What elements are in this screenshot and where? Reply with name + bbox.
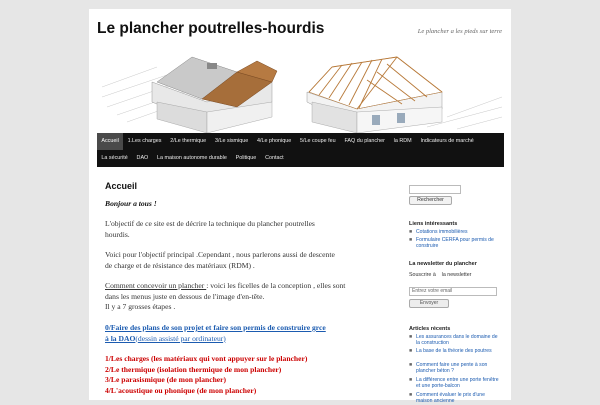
concevoir-line-1 (105, 281, 345, 292)
concevoir-line-3: Il y a 7 grosses étapes . (105, 302, 176, 311)
page-container (89, 9, 511, 405)
send-button[interactable]: Envoyer (409, 299, 449, 308)
list-item[interactable]: ■ Comment faire une pente à son plancher béton ? (409, 362, 488, 375)
nav-item-phonique[interactable]: 4/Le phonique (257, 138, 292, 144)
nav-item-faq[interactable]: FAQ du plancher (344, 138, 385, 144)
intro-line-1: L'objectif de ce site est de décrire la technique du plancher poutrelles (105, 219, 315, 228)
list-item[interactable]: ■ La différence entre une porte fenêtre et une porte-balcon (409, 377, 499, 390)
bullet-icon: ■ (409, 377, 413, 383)
articles-widget-title: Articles récents (409, 326, 451, 332)
nav-row-1 (97, 133, 478, 150)
email-field[interactable]: Entrez votre email (409, 287, 497, 296)
newsletter-text: Souscrire à la newsletter (409, 272, 472, 278)
nav-item-indicateurs[interactable]: Indicateurs de marché (420, 138, 474, 144)
step-3: 3/Le parasismique (de mon plancher) (105, 375, 227, 384)
search-input[interactable] (409, 185, 461, 194)
search-button[interactable]: Rechercher (409, 196, 452, 205)
house-construction-image (97, 47, 504, 133)
nav-item-charges[interactable]: 1.Les charges (127, 138, 162, 144)
dao-link[interactable]: à la DAO (105, 333, 136, 343)
step-0-line-2 (105, 334, 226, 345)
objective-line-1: Voici pour l'objectif principal .Cependant , nous parlerons aussi de descente (105, 250, 335, 259)
bullet-icon: ■ (409, 334, 413, 340)
concevoir-link[interactable]: Comment concevoir un plancher (105, 281, 207, 290)
step-1: 1/Les charges (les matériaux qui vont appuyer sur le plancher) (105, 354, 308, 363)
nav-item-accueil[interactable]: Accueil (97, 133, 123, 150)
concevoir-line-2: dans les menus juste en dessous de l'image d'en-tête. (105, 291, 265, 301)
dao-subtitle-link[interactable]: (dessin assisté par ordinateur) (135, 333, 226, 343)
step-0-link[interactable]: 0/Faire des plans de son projet et faire son permis de construire grce (105, 323, 326, 332)
concevoir-rest: : voici les ficelles de la conception , elles sont (206, 281, 346, 290)
list-item[interactable]: ■ La base de la théorie des poutres (409, 348, 492, 354)
page-title: Accueil (105, 181, 138, 191)
list-item[interactable]: ■ Cotations immobilières (409, 229, 468, 235)
step-2: 2/Le thermique (isolation thermique de mon plancher) (105, 364, 282, 374)
step-4: 4/L'acoustique ou phonique (de mon plancher) (105, 385, 257, 395)
bullet-icon: ■ (409, 348, 413, 354)
nav-item-thermique[interactable]: 2/Le thermique (170, 138, 207, 144)
newsletter-widget-title: La newsletter du plancher (409, 261, 477, 267)
list-item[interactable]: ■ Les assurances dans le domaine de la construction (409, 334, 498, 347)
intro-line-2: hourdis. (105, 229, 130, 239)
main-navigation (97, 133, 504, 167)
objective-line-2: de charge et de résistance des matériaux (RDM) . (105, 260, 255, 270)
nav-item-sismique[interactable]: 3/Le sismique (214, 138, 249, 144)
bullet-icon: ■ (409, 236, 413, 243)
nav-item-securite[interactable]: La sécurité (101, 155, 128, 161)
nav-item-coupe-feu[interactable]: 5/Le coupe feu (299, 138, 336, 144)
header-image (97, 47, 504, 133)
site-description: Le plancher a les pieds sur terre (417, 28, 502, 35)
nav-item-dao[interactable]: DAO (136, 155, 149, 161)
list-item[interactable]: ■ Comment évaluer le prix d'une maison ancienne (409, 392, 485, 405)
nav-item-politique[interactable]: Politique (235, 155, 257, 161)
bullet-icon: ■ (409, 229, 413, 235)
nav-item-contact[interactable]: Contact (265, 155, 284, 161)
links-widget-title: Liens intéressants (409, 221, 458, 227)
list-item[interactable]: ■ Formulaire CERFA pour permis de construire (409, 236, 494, 249)
site-title[interactable]: Le plancher poutrelles-hourdis (97, 20, 325, 37)
nav-item-maison-autonome[interactable]: La maison autonome durable (157, 155, 227, 161)
nav-item-rdm[interactable]: la RDM (393, 138, 412, 144)
bullet-icon: ■ (409, 362, 413, 368)
nav-row-2 (97, 150, 288, 167)
bullet-icon: ■ (409, 392, 413, 398)
greeting: Bonjour a tous ! (105, 199, 157, 208)
